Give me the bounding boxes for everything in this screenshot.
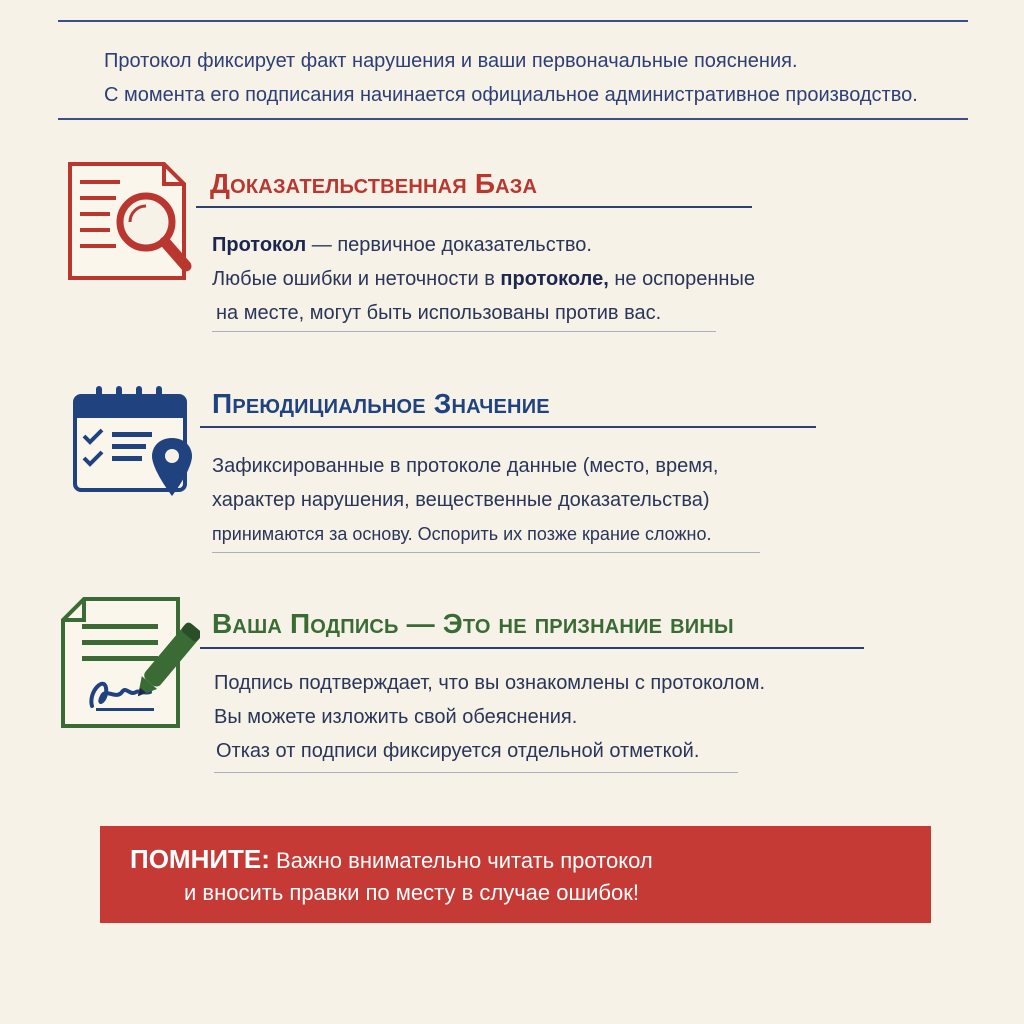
intro-divider bbox=[58, 118, 968, 120]
reminder-line-1 bbox=[130, 844, 653, 875]
section-divider-signature bbox=[200, 647, 864, 649]
section-title-signature: Ваша Подпись — Это не признание вины bbox=[212, 608, 734, 639]
reminder-text-1: Важно внимательно читать протокол bbox=[269, 848, 653, 873]
section-divider-evidence bbox=[196, 206, 752, 208]
evidence-line-3: на месте, могут быть использованы против вас. bbox=[216, 302, 662, 324]
intro-line-1: Протокол фиксирует факт нарушения и ваши первоначальные пояснения. bbox=[104, 50, 798, 72]
document-magnifier-icon bbox=[66, 160, 196, 280]
prejudicial-line-1: Зафиксированные в протоколе данные (место, время, bbox=[212, 455, 719, 477]
prejudicial-underline bbox=[212, 552, 760, 553]
evidence-line-1: — первичное доказательство. bbox=[306, 234, 592, 256]
section-body-signature bbox=[214, 666, 765, 768]
reminder-banner bbox=[100, 826, 931, 923]
signed-document-pen-icon bbox=[60, 596, 200, 730]
top-divider bbox=[58, 20, 968, 22]
signature-line-1: Подпись подтверждает, что вы ознакомлены с протоколом. bbox=[214, 672, 766, 694]
evidence-underline bbox=[212, 331, 716, 332]
section-title-evidence: Доказательственная База bbox=[210, 168, 538, 199]
evidence-line-2-post: не оспоренные bbox=[608, 268, 755, 290]
protocol-term-2: протоколе, bbox=[500, 268, 609, 290]
signature-underline bbox=[214, 772, 738, 773]
prejudicial-line-2: характер нарушения, вещественные доказательства) bbox=[212, 489, 710, 511]
signature-line-3: Отказ от подписи фиксируется отдельной отметкой. bbox=[216, 740, 700, 762]
signature-line-2: Вы можете изложить свой обеяснения. bbox=[214, 706, 578, 728]
reminder-line-2: и вносить правки по месту в случае ошибок! bbox=[184, 880, 639, 905]
calendar-checklist-location-icon bbox=[72, 384, 198, 500]
section-body-prejudicial bbox=[212, 449, 718, 551]
intro-text bbox=[104, 44, 984, 112]
reminder-keyword: ПОМНИТЕ: bbox=[130, 844, 270, 874]
intro-line-2: С момента его подписания начинается официальное административное производство. bbox=[104, 84, 918, 106]
section-divider-prejudicial bbox=[200, 426, 816, 428]
evidence-line-2-pre: Любые ошибки и неточности в bbox=[212, 268, 501, 290]
section-title-prejudicial: Преюдициальное Значение bbox=[212, 388, 550, 419]
prejudicial-line-3: принимаются за основу. Оспорить их позже крание сложно. bbox=[212, 524, 712, 544]
section-body-evidence bbox=[212, 228, 755, 330]
protocol-term: Протокол bbox=[212, 234, 307, 256]
